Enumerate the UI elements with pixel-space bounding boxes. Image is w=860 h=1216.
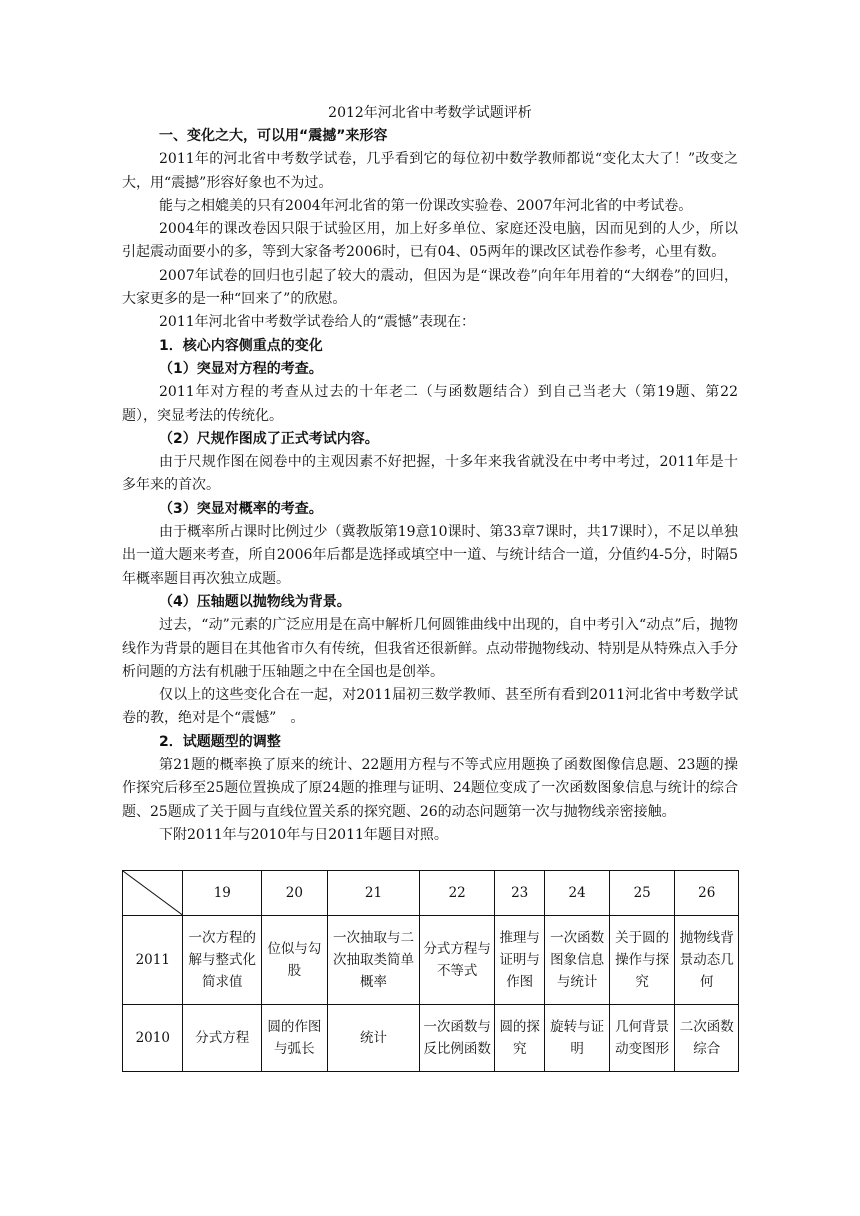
paragraph: 2011年的河北省中考数学试卷，几乎看到它的每位初中数学教师都说“变化太大了！”改变之大，用“震撼”形容好象也不为过。	[122, 151, 738, 191]
subsection-heading: 2．试题题型的调整	[159, 733, 281, 750]
section-heading: 一、变化之大，可以用“震撼”来形容	[159, 128, 388, 144]
table-cell: 一次抽取与二次抽取类简单概率	[327, 916, 420, 1005]
comparison-table	[122, 870, 739, 1072]
column-header: 24	[545, 871, 610, 916]
table-cell: 统计	[327, 1005, 420, 1072]
table-header-row	[123, 871, 739, 916]
table-cell: 分式方程与不等式	[420, 916, 495, 1005]
diagonal-corner-cell	[123, 871, 183, 916]
paragraph: 2011年对方程的考查从过去的十年老二（与函数题结合）到自己当老大（第19题、第22题），突显考法的传统化。	[122, 384, 738, 424]
document-page	[122, 102, 738, 847]
paragraph: 由于尺规作图在阅卷中的主观因素不好把握，十多年来我省就没在中考中考过，2011年是十多年来的首次。	[122, 454, 738, 494]
table-cell: 旋转与证明	[545, 1005, 610, 1072]
column-header: 25	[609, 871, 675, 916]
item-heading: （1）突显对方程的考查。	[159, 360, 323, 377]
subsection-heading: 1．核心内容侧重点的变化	[159, 337, 323, 354]
table-cell: 一次函数图象信息与统计	[545, 916, 610, 1005]
column-header: 20	[262, 871, 328, 916]
column-header: 19	[183, 871, 262, 916]
paragraph: 仅以上的这些变化合在一起，对2011届初三数学教师、甚至所有看到2011河北省中考数学试卷的教，绝对是个“震憾” 。	[122, 687, 738, 727]
table-cell: 推理与证明与作图	[494, 916, 544, 1005]
table-row	[123, 1005, 739, 1072]
table-cell: 位似与勾股	[262, 916, 328, 1005]
paragraph: 由于概率所占课时比例过少（冀教版第19意10课时、第33章7课时，共17课时），不足以单独出一道大题来考查，所自2006年后都是选择或填空中一道、与统计结合一道，分值约4-5分，时隔5年概率题目再次独立成题。	[122, 524, 738, 587]
table-cell: 几何背景动变图形	[609, 1005, 675, 1072]
column-header: 26	[675, 871, 739, 916]
item-heading: （4）压轴题以抛物线为背景。	[159, 593, 351, 610]
paragraph: 2007年试卷的回归也引起了较大的震动，但因为是“课改卷”向年年用着的“大纲卷”的回归，大家更多的是一种“回来了”的欣慰。	[122, 267, 738, 308]
row-header: 2010	[123, 1005, 183, 1072]
column-header: 21	[327, 871, 420, 916]
table-cell: 关于圆的操作与探究	[609, 916, 675, 1005]
paragraph: 2004年的课改卷因只限于试验区用，加上好多单位、家庭还没电脑，因而见到的人少，所以引起震动面要小的多，等到大家备考2006时，已有04、05两年的课改区试卷作参考，心里有数。	[122, 221, 738, 261]
table-cell: 圆的作图与弧长	[262, 1005, 328, 1072]
table-cell: 一次函数与反比例函数	[420, 1005, 495, 1072]
table-cell: 分式方程	[183, 1005, 262, 1072]
paragraph: 能与之相媲美的只有2004年河北省的第一份课改实验卷、2007年河北省的中考试卷。	[159, 197, 693, 214]
paragraph: 第21题的概率换了原来的统计、22题用方程与不等式应用题换了函数图像信息题、23题的操作探究后移至25题位置换成了原24题的推理与证明、24题位变成了一次函数图象信息与统计的综合题、25题成了关于圆与直线位置关系的探究题、26的动态问题第一次与抛物线亲密接触。	[122, 757, 738, 820]
document-title: 2012年河北省中考数学试题评析	[328, 105, 532, 121]
table-cell: 二次函数综合	[675, 1005, 739, 1072]
item-heading: （2）尺规作图成了正式考试内容。	[159, 430, 379, 447]
table-cell: 圆的探究	[494, 1005, 544, 1072]
table-row	[123, 916, 739, 1005]
paragraph: 2011年河北省中考数学试卷给人的“震憾”表现在：	[159, 314, 475, 331]
table-cell: 一次方程的解与整式化简求值	[183, 916, 262, 1005]
table-intro: 下附2011年与2010年与日2011年题目对照。	[159, 826, 448, 843]
column-header: 22	[420, 871, 495, 916]
paragraph: 过去，“动”元素的广泛应用是在高中解析几何圆锥曲线中出现的，自中考引入“动点”后，抛物线作为背景的题目在其他省市久有传统，但我省还很新鲜。点动带抛物线动、特别是从特殊点入手分析问题的方法有机融于压轴题之中在全国也是创举。	[122, 617, 738, 680]
row-header: 2011	[123, 916, 183, 1005]
column-header: 23	[494, 871, 544, 916]
item-heading: （3）突显对概率的考查。	[159, 500, 323, 517]
table-cell: 抛物线背景动态几何	[675, 916, 739, 1005]
